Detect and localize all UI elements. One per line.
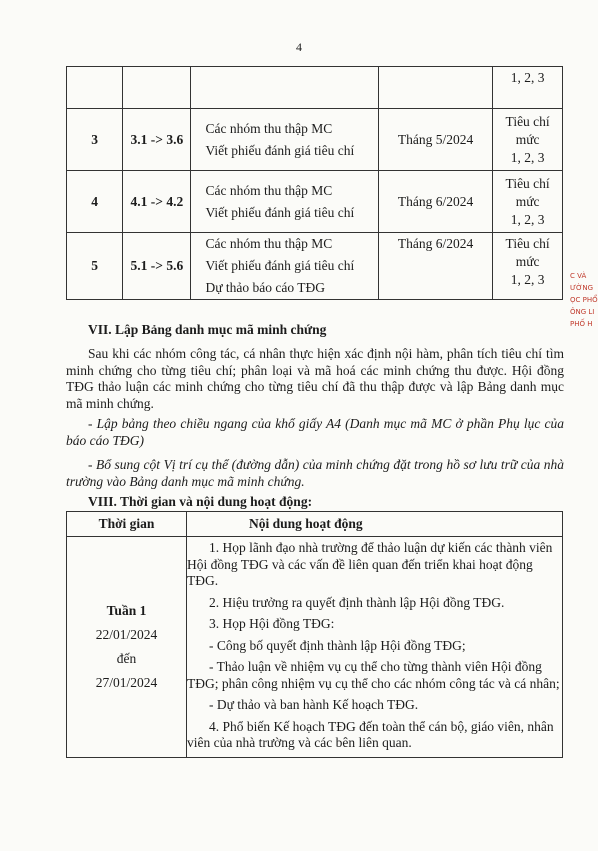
table-row	[67, 537, 563, 758]
table-cell-tasks	[191, 109, 378, 171]
table-cell-requirement	[493, 233, 563, 300]
table-cell-time: Tháng 6/2024	[378, 233, 492, 300]
table-row	[67, 109, 563, 171]
activities-cell	[187, 537, 563, 758]
school-stamp-fragment	[570, 270, 598, 360]
table-row	[67, 67, 563, 109]
date-word: đến	[116, 650, 137, 666]
column-header-content-label: Nội dung hoạt động	[249, 516, 363, 531]
table-row	[67, 233, 563, 300]
section-7-heading: VII. Lập Bảng danh mục mã minh chứng	[88, 322, 327, 337]
activity-item: 4. Phổ biến Kế hoạch TĐG đến toàn thể cán bộ, giáo viên, nhân viên của nhà trường và các bên liên quan.	[187, 718, 554, 750]
activity-item: 3. Họp Hội đồng TĐG:	[209, 616, 335, 631]
table-cell-stt	[67, 67, 123, 109]
table-cell-criteria: 5.1 -> 5.6	[123, 233, 191, 300]
table-cell-stt: 3	[67, 109, 123, 171]
stamp-text: C VÀ	[570, 272, 587, 280]
task-line: Viết phiếu đánh giá tiêu chí	[205, 142, 355, 158]
page-number: 4	[296, 40, 302, 54]
activity-item: - Dự thảo và ban hành Kế hoạch TĐG.	[209, 697, 419, 712]
week-label: Tuần 1	[106, 602, 147, 618]
table-cell-time	[378, 67, 492, 109]
table-cell-stt: 4	[67, 171, 123, 233]
column-header-time: Thời gian	[67, 512, 187, 537]
requirement-line: Tiêu chí	[505, 236, 550, 251]
task-line: Viết phiếu đánh giá tiêu chí	[205, 204, 355, 220]
table-cell-stt: 5	[67, 233, 123, 300]
requirement-line: 1, 2, 3	[510, 70, 545, 85]
table-cell-tasks	[191, 233, 378, 300]
stamp-text: ỌC PHỔ	[570, 296, 598, 304]
table-cell-criteria: 4.1 -> 4.2	[123, 171, 191, 233]
table-header-row	[67, 512, 563, 537]
table-row	[67, 171, 563, 233]
activity-table	[66, 511, 563, 758]
table-cell-requirement	[493, 109, 563, 171]
table-cell-requirement	[493, 67, 563, 109]
task-line: Các nhóm thu thập MC	[205, 236, 333, 251]
week-cell	[67, 537, 187, 758]
table-cell-criteria: 3.1 -> 3.6	[123, 109, 191, 171]
table-cell-tasks	[191, 67, 378, 109]
task-line: Các nhóm thu thập MC	[205, 182, 333, 198]
requirement-line: 1, 2, 3	[510, 211, 545, 227]
table-cell-requirement	[493, 171, 563, 233]
table-cell-time: Tháng 5/2024	[378, 109, 492, 171]
plan-table	[66, 66, 563, 300]
section-8-heading: VIII. Thời gian và nội dung hoạt động:	[88, 494, 313, 509]
column-header-content	[187, 512, 563, 537]
stamp-text: ƯỜNG	[570, 284, 594, 292]
stamp-text: ÔNG LI	[570, 308, 595, 316]
activity-item: 1. Họp lãnh đạo nhà trường để thảo luận dự kiến các thành viên Hội đồng TĐG và các vấn đề liên quan đến triển khai hoạt động TĐG.	[187, 540, 553, 588]
requirement-line: mức	[515, 193, 540, 209]
section-7-note-location: - Bổ sung cột Vị trí cụ thể (đường dẫn) của minh chứng đặt trong hồ sơ lưu trữ của nhà trường vào Bảng danh mục mã minh chứng.	[66, 457, 564, 489]
table-cell-tasks	[191, 171, 378, 233]
requirement-line: Tiêu chí	[505, 175, 550, 191]
activity-item: 2. Hiệu trưởng ra quyết định thành lập Hội đồng TĐG.	[209, 594, 505, 610]
date-from: 22/01/2024	[95, 626, 158, 642]
date-to: 27/01/2024	[95, 674, 158, 690]
task-line: Dự thảo báo cáo TĐG	[205, 280, 326, 295]
requirement-line: mức	[515, 254, 540, 269]
task-line: Các nhóm thu thập MC	[205, 120, 333, 136]
activity-item: - Công bố quyết định thành lập Hội đồng TĐG;	[209, 637, 466, 653]
requirement-line: mức	[515, 131, 540, 147]
table-cell-time: Tháng 6/2024	[378, 171, 492, 233]
requirement-line: Tiêu chí	[505, 113, 550, 129]
task-line: Viết phiếu đánh giá tiêu chí	[205, 258, 355, 273]
stamp-text: PHỐ H	[570, 320, 593, 328]
table-cell-criteria	[123, 67, 191, 109]
activity-item: - Thảo luận về nhiệm vụ cụ thể cho từng thành viên Hội đồng TĐG; phân công nhiệm vụ cụ thể cho các nhóm công tác và cá nhân;	[187, 659, 560, 691]
section-7-paragraph: Sau khi các nhóm công tác, cá nhân thực hiện xác định nội hàm, phân tích tiêu chí tìm minh chứng cho từng tiêu chí; phân loại và mã hoá các minh chứng thu được. Hội đồng TĐG thảo luận các minh chứng cho từng tiêu chí đã thu thập được và lập Bảng danh mục mã minh chứng.	[66, 346, 564, 411]
requirement-line: 1, 2, 3	[510, 272, 545, 287]
section-7-note-a4: - Lập bảng theo chiều ngang của khổ giấy A4 (Danh mục mã MC ở phần Phụ lục của báo cáo TĐG)	[66, 416, 564, 448]
requirement-line: 1, 2, 3	[510, 149, 545, 165]
